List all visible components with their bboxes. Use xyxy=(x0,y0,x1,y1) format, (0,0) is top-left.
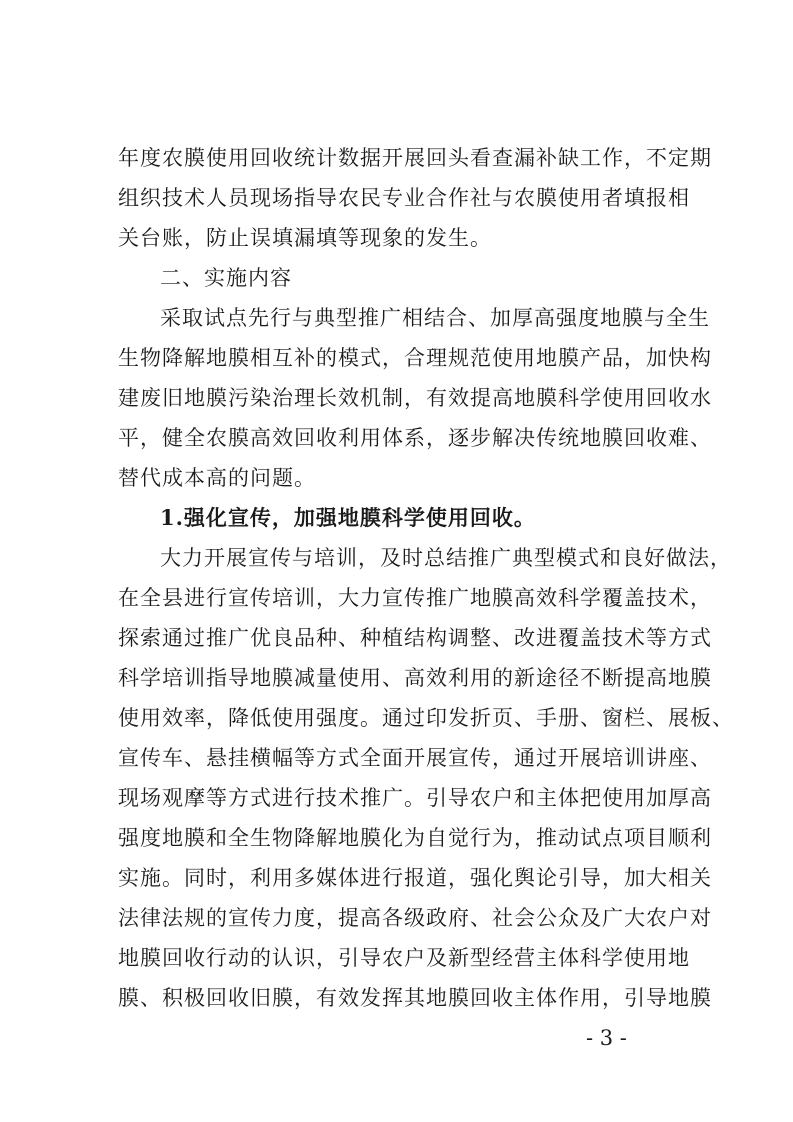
section-heading: 二、实施内容 xyxy=(160,266,292,290)
subsection-paragraph-line: 大力开展宣传与培训，及时总结推广典型模式和良好做法， xyxy=(160,546,732,570)
section-paragraph-line: 平，健全农膜高效回收利用体系，逐步解决传统地膜回收难、 xyxy=(118,426,712,450)
subsection-heading: 1.强化宣传，加强地膜科学使用回收。 xyxy=(160,505,536,530)
subsection-paragraph-line: 膜、积极回收旧膜，有效发挥其地膜回收主体作用，引导地膜 xyxy=(118,986,712,1010)
subsection-paragraph-line: 实施。同时，利用多媒体进行报道，强化舆论引导，加大相关 xyxy=(118,866,712,890)
section-paragraph-line: 生物降解地膜相互补的模式，合理规范使用地膜产品，加快构 xyxy=(118,346,712,370)
subsection-paragraph-line: 强度地膜和全生物降解地膜化为自觉行为，推动试点项目顺利 xyxy=(118,826,712,850)
subsection-paragraph-line: 使用效率，降低使用强度。通过印发折页、手册、窗栏、展板、 xyxy=(118,706,734,730)
section-paragraph-line: 建废旧地膜污染治理长效机制，有效提高地膜科学使用回收水 xyxy=(118,386,712,410)
page-number: - 3 - xyxy=(586,1026,627,1050)
intro-paragraph-line: 组织技术人员现场指导农民专业合作社与农膜使用者填报相 xyxy=(118,186,690,210)
subsection-paragraph-line: 探索通过推广优良品种、种植结构调整、改进覆盖技术等方式 xyxy=(118,626,712,650)
subsection-paragraph-line: 宣传车、悬挂横幅等方式全面开展宣传，通过开展培训讲座、 xyxy=(118,746,712,770)
subsection-paragraph-line: 现场观摩等方式进行技术推广。引导农户和主体把使用加厚高 xyxy=(118,786,712,810)
section-paragraph-line: 采取试点先行与典型推广相结合、加厚高强度地膜与全生 xyxy=(160,306,710,330)
subsection-paragraph-line: 在全县进行宣传培训，大力宣传推广地膜高效科学覆盖技术， xyxy=(118,586,712,610)
subsection-paragraph-line: 地膜回收行动的认识，引导农户及新型经营主体科学使用地 xyxy=(118,946,690,970)
intro-paragraph-line: 关台账，防止误填漏填等现象的发生。 xyxy=(118,226,492,250)
subsection-paragraph-line: 法律法规的宣传力度，提高各级政府、社会公众及广大农户对 xyxy=(118,906,712,930)
subsection-paragraph-line: 科学培训指导地膜减量使用、高效利用的新途径不断提高地膜 xyxy=(118,666,712,690)
section-paragraph-line: 替代成本高的问题。 xyxy=(118,466,316,490)
intro-paragraph-line: 年度农膜使用回收统计数据开展回头看查漏补缺工作，不定期 xyxy=(118,146,712,170)
